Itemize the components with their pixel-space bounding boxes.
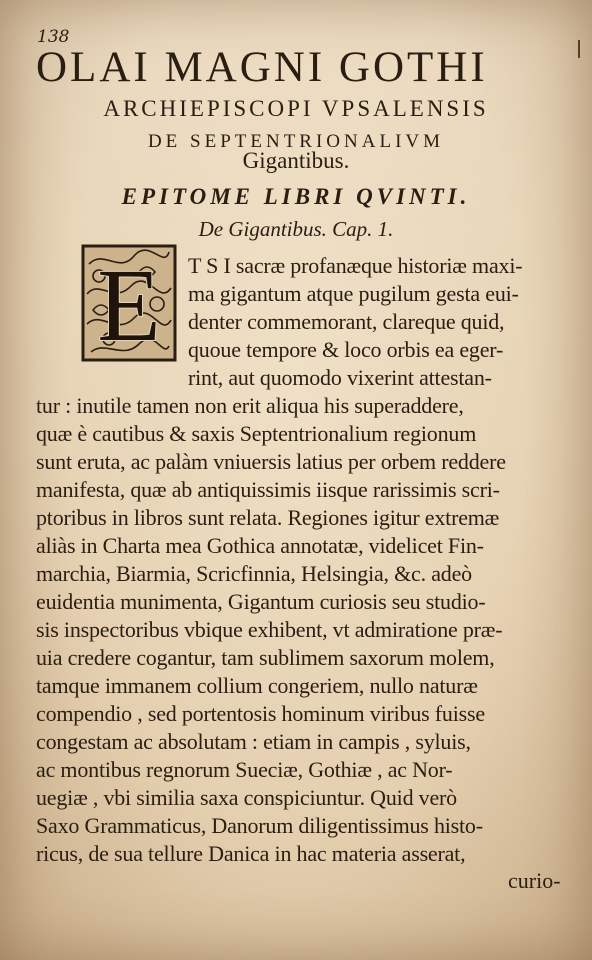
body-line: sunt eruta, ac palàm vniuersis latius per orbem reddere (36, 449, 506, 474)
body-line: uia credere cogantur, tam sublimem saxorum molem, (36, 645, 495, 670)
decorated-initial-icon (79, 244, 179, 364)
body-line: quoue tempore & loco orbis ea eger- (188, 337, 504, 362)
drop-cap-letter: E (97, 248, 161, 363)
body-line: marchia, Biarmia, Scricfinnia, Helsingia, &c. adeò (36, 561, 472, 586)
body-line: aliàs in Charta mea Gothica annotatæ, videlicet Fin- (36, 533, 484, 558)
body-line: tamque immanem collium congeriem, nullo naturæ (36, 673, 478, 698)
chapter-heading: De Gigantibus. Cap. 1. (198, 217, 394, 241)
body-line: T S I sacræ profanæque historiæ maxi- (188, 253, 523, 278)
body-line: tur : inutile tamen non erit aliqua his superaddere, (36, 393, 464, 418)
body-line: ricus, de sua tellure Danica in hac materia asserat, (36, 841, 466, 866)
body-line: compendio , sed portentosis hominum viribus fuisse (36, 701, 485, 726)
title-office: ARCHIEPISCOPI VPSALENSIS (103, 96, 489, 121)
body-line: congestam ac absolutam : etiam in campis , syluis, (36, 729, 471, 754)
margin-mark (578, 40, 580, 58)
title-subject: DE SEPTENTRIONALIVM (147, 131, 445, 152)
body-line: manifesta, quæ ab antiquissimis iisque rarissimis scri- (36, 477, 500, 502)
body-line: denter commemorant, clareque quid, (188, 309, 505, 334)
title-subject-2: Gigantibus. (242, 148, 350, 173)
body-line: euidentia munimenta, Gigantum curiosis seu studio- (36, 589, 486, 614)
catchword: curio- (508, 868, 561, 893)
title-author: OLAI MAGNI GOTHI (36, 44, 488, 91)
page-number: 138 (37, 27, 70, 47)
body-line: quæ è cautibus & saxis Septentrionalium regionum (36, 421, 477, 446)
body-line: sis inspectoribus vbique exhibent, vt admiratione præ- (36, 617, 503, 642)
decorated-initial (79, 244, 179, 364)
body-line: uegiæ , vbi similia saxa conspiciuntur. Quid verò (36, 785, 457, 810)
body-line: ma gigantum atque pugilum gesta eui- (188, 281, 519, 306)
body-line: ptoribus in libros sunt relata. Regiones igitur extremæ (36, 505, 500, 530)
body-line: ac montibus regnorum Sueciæ, Gothiæ , ac Nor- (36, 757, 453, 782)
body-line: Saxo Grammaticus, Danorum diligentissimus histo- (36, 813, 483, 838)
book-heading: EPITOME LIBRI QVINTI. (121, 184, 471, 209)
body-line: rint, aut quomodo vixerint attestan- (188, 365, 492, 390)
